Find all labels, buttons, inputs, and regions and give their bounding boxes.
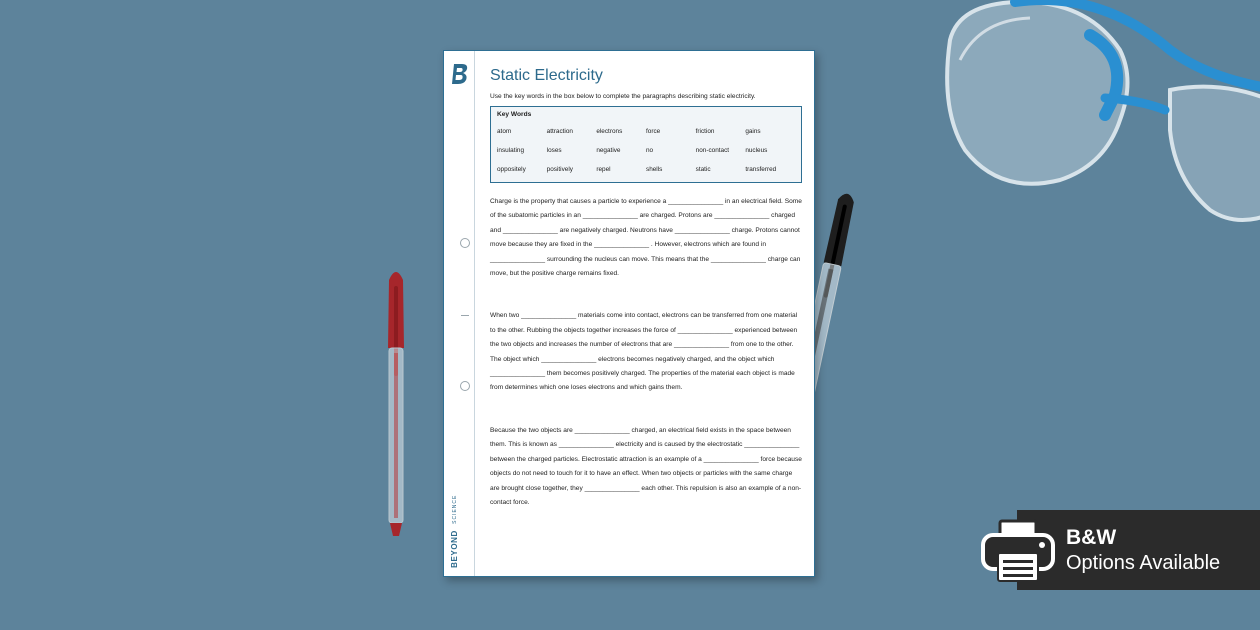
key-word: insulating [497, 147, 525, 154]
paragraph-static: Because the two objects are _______________ charged, an electrical field exists in the space between them. This is known as _______________ electricity and is caused by the electrostatic _______________ between the charged particles. Electrostatic attraction is an example of a _______________ force because objects do not need to touch for it to have an effect. When two objects or particles with the same charge are brought close together, they _______________ each other. This repulsion is also an example of a non-contact force. [490, 426, 802, 506]
key-word: loses [546, 147, 562, 154]
key-words-box [490, 106, 802, 183]
key-word: atom [497, 128, 512, 135]
brand-name: BEYOND [450, 530, 459, 568]
instructions: Use the key words in the box below to complete the paragraphs describing static electricity. [490, 93, 756, 100]
key-word: transferred [745, 166, 777, 173]
key-word: force [646, 128, 661, 135]
key-words-title: Key Words [497, 111, 532, 118]
beyond-logo-icon [451, 63, 469, 85]
binding-strip [444, 51, 475, 576]
punch-hole [460, 381, 470, 391]
printer-icon [980, 519, 1056, 583]
key-word: attraction [546, 128, 573, 135]
red-pen-image [380, 268, 412, 538]
key-words-grid [497, 122, 795, 179]
key-word: static [695, 166, 711, 173]
paragraph-friction: When two _______________ materials come into contact, electrons can be transferred from one material to the other. Rubbing the objects together increases the force of _______________ experienced between the two objects and increases the number of electrons that are _______________ from one to the other. The object which _______________ electrons becomes negatively charged, and the object which _______________ them becomes positively charged. The properties of the material each object is made from determines which one loses electrons and which gains them. [490, 312, 798, 392]
key-word: non-contact [695, 147, 730, 154]
key-word: repel [596, 166, 611, 173]
key-word: negative [596, 147, 621, 154]
safety-goggles-image [920, 0, 1260, 240]
key-word: shells [646, 166, 663, 173]
paragraph-charge: Charge is the property that causes a particle to experience a _______________ in an electrical field. Some of the subatomic particles in an _______________ are charged. Protons are _______________ charged and _______________ are negatively charged. Neutrons have _______________ charge. Protons cannot move because they are fixed in the _______________ . However, electrons which are found in _______________ surrounding the nucleus can move. This means that the _______________ charge can move, but the positive charge remains fixed. [490, 198, 802, 278]
key-word: friction [695, 128, 715, 135]
worksheet-page [443, 50, 815, 577]
punch-hole [460, 238, 470, 248]
brand-subtitle: SCIENCE [452, 495, 458, 525]
key-word: electrons [596, 128, 623, 135]
key-word: nucleus [745, 147, 768, 154]
key-word: positively [546, 166, 573, 173]
fold-mark [461, 315, 469, 316]
key-word: gains [745, 128, 761, 135]
page-title: Static Electricity [490, 67, 603, 84]
badge-title: B&W [1066, 526, 1117, 549]
badge-subtitle: Options Available [1066, 552, 1221, 574]
key-word: oppositely [497, 166, 526, 173]
key-word: no [646, 147, 654, 154]
worksheet-content [490, 67, 802, 538]
brand-wordmark [450, 495, 459, 568]
